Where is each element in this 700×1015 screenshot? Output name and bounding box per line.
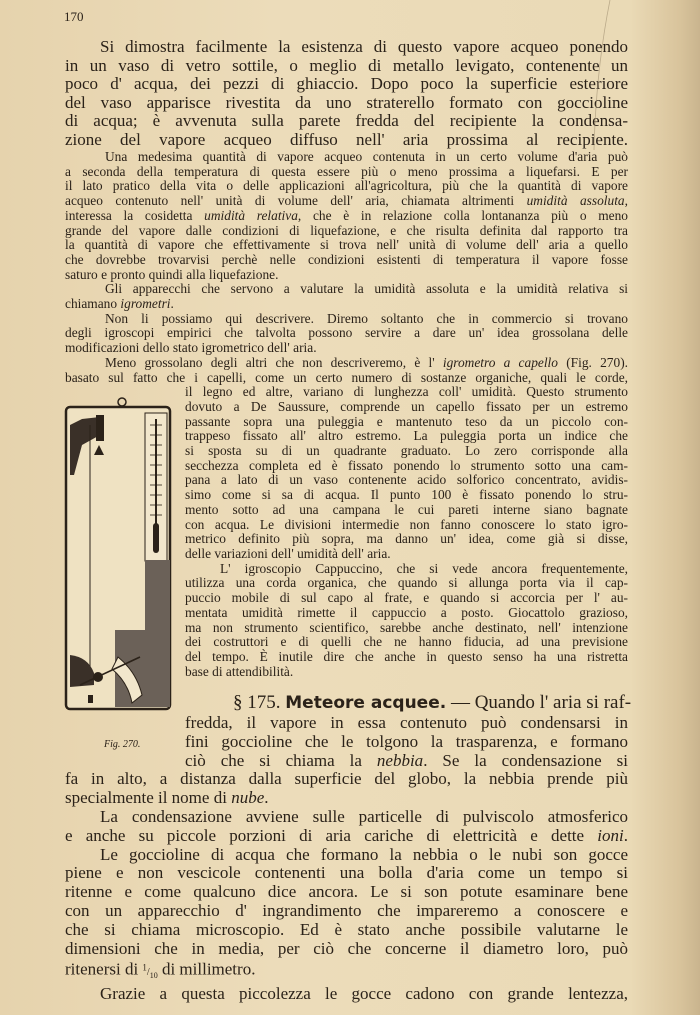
text-segment: § 175.	[233, 692, 286, 713]
text-segment: mento sotto ad una campana le cui pareti interne siano bagnate	[185, 501, 628, 517]
text-line	[185, 503, 628, 518]
text-line	[185, 488, 628, 503]
italic-term: umidità assoluta	[526, 193, 625, 209]
text-segment: .	[623, 825, 628, 845]
text-line	[65, 179, 628, 194]
text-line	[65, 112, 628, 131]
text-line	[185, 473, 628, 488]
text-line	[65, 940, 628, 959]
text-segment: mentata umidità rimette il cappuccio a posto. Giocattolo grazioso,	[185, 604, 628, 620]
paragraph-vapore-acqueo	[65, 38, 628, 150]
text-segment: delle variazioni dell' umidità dell' aria.	[185, 545, 391, 561]
text-segment: interessa la cosidetta	[65, 207, 205, 223]
text-segment: poco d' acqua, dei pezzi di ghiaccio. Dopo poco la superficie esteriore	[65, 74, 628, 94]
text-segment: Grazie a questa piccolezza le gocce cadono con grande lentezza,	[100, 984, 628, 1004]
text-line	[65, 789, 628, 808]
text-line	[65, 326, 628, 341]
italic-term: nube	[231, 788, 265, 808]
text-line	[65, 238, 628, 253]
text-segment: . Se la condensazione si	[423, 750, 628, 770]
text-line	[65, 883, 628, 902]
text-segment: La condensazione avviene sulle particelle di pulviscolo atmosferico	[100, 806, 628, 826]
text-segment: Si dimostra facilmente la esistenza di questo vapore acqueo ponendo	[100, 37, 628, 56]
italic-term: igrometro a capello	[442, 354, 558, 370]
text-segment: Le goccioline di acqua che formano la nebbia o le nubi son gocce	[100, 844, 628, 864]
text-line	[65, 371, 628, 386]
text-line	[65, 770, 628, 789]
text-segment: ritenersi di	[65, 959, 143, 979]
text-segment: con acqua. Le divisioni intermedie non fanno conoscere lo stato igro-	[185, 516, 628, 532]
text-segment: puccio mobile di sul capo al frate, e quando si accorcia per l' au-	[185, 590, 628, 606]
text-segment: metrico definito più sopra, ma danno un' idea, come già si disse,	[185, 531, 628, 547]
text-segment: ritenne e come qualcuno dice ancora. Le si son potute esaminare bene	[65, 882, 628, 902]
text-segment: .	[264, 788, 269, 808]
text-line	[185, 606, 628, 621]
text-line	[65, 356, 628, 371]
text-segment: simo come si sa di acqua. Il punto 100 è fissato ponendo lo stru-	[185, 487, 628, 503]
text-line	[65, 902, 628, 921]
text-segment: il lato pratico della vita o delle applicazioni all'agricoltura, più che la quantità di vapore	[65, 178, 628, 194]
text-line	[185, 385, 628, 400]
text-line	[65, 38, 628, 57]
text-line	[65, 194, 628, 209]
text-line	[185, 400, 628, 415]
text-segment: chiamano	[65, 296, 121, 312]
text-segment: , che è in relazione colla lontananza più o meno	[297, 207, 628, 223]
text-segment: basato sul fatto che i capelli, come un certo numero di sostanze organiche, quali le corde,	[65, 369, 628, 385]
text-line	[65, 985, 628, 1004]
text-segment: la quantità di vapore che effettivamente si trova nell' unità di volume dell' aria a quello	[65, 237, 628, 253]
text-line	[185, 665, 628, 680]
text-segment: Gli apparecchi che servono a valutare la umidità assoluta e la umidità relativa si	[105, 281, 628, 297]
page-number: 170	[64, 9, 84, 24]
text-segment: specialmente il nome di	[65, 788, 232, 808]
text-line	[65, 268, 628, 283]
text-line	[185, 714, 628, 733]
text-segment: Non li possiamo qui descrivere. Diremo soltanto che in commercio si trovano	[105, 310, 628, 326]
text-segment: (Fig. 270).	[557, 354, 628, 370]
text-segment: del vaso apparisce rivestita da uno straterello formato con goccioline	[65, 92, 628, 112]
italic-term: nebbia	[376, 750, 424, 770]
text-line	[185, 576, 628, 591]
text-line	[185, 518, 628, 533]
text-segment: e anche su piccole porzioni di aria cariche di elettricità e dette	[65, 825, 598, 845]
text-line	[185, 459, 628, 474]
text-segment: dovuto a De Saussure, comprende un capello fissato per un estremo	[185, 398, 628, 414]
fraction-numerator: 1	[142, 962, 147, 973]
text-segment: — Quando l' aria si raf-	[446, 692, 632, 713]
text-line	[185, 692, 632, 714]
text-line	[185, 733, 628, 752]
text-line	[65, 827, 628, 846]
text-segment: modificazioni dello stato igrometrico dell' aria.	[65, 340, 317, 356]
hair-hygrometer-illustration	[60, 395, 184, 715]
text-segment: di millimetro.	[157, 959, 256, 979]
text-segment: secchezza completa ed è fissato ponendo lo strumento sotto una cam-	[185, 457, 628, 473]
text-line	[65, 131, 628, 150]
text-segment: passante sopra una puleggia e mantenuto teso da un piccolo con-	[185, 413, 628, 429]
italic-term: ioni	[597, 825, 624, 845]
text-line	[185, 752, 628, 771]
text-segment: dei costruttori e di quelli che ne hanno fiducia, ad una previsione	[185, 634, 628, 650]
text-line	[185, 635, 628, 650]
text-line	[185, 562, 628, 577]
text-line	[185, 532, 628, 547]
text-line	[185, 444, 628, 459]
text-line	[65, 94, 628, 113]
figure-caption: Fig. 270.	[104, 739, 141, 750]
text-segment: zione del vapore acqueo diffuso nell' aria prossima al recipiente.	[65, 129, 628, 149]
text-line	[185, 591, 628, 606]
text-segment: saturo e pronto quindi alla liquefazione.	[65, 266, 279, 282]
text-segment: dimensioni che in media, per ciò che concerne il diametro loro, può	[65, 938, 628, 958]
text-line	[65, 75, 628, 94]
text-line	[65, 297, 628, 312]
text-segment: a seconda della temperatura di questa essere più o meno prossima a liquefarsi. E per	[65, 163, 628, 179]
text-line	[65, 312, 628, 327]
fraction-denominator: 10	[149, 970, 158, 980]
text-segment: ,	[624, 193, 628, 209]
text-line	[185, 429, 628, 444]
text-segment: acqueo contenuto nell' unità di volume dell' aria, chiamata altrimenti	[65, 193, 527, 209]
text-segment: ma non strumento scientifico, sarebbe anche destinato, nell' intenzione	[185, 619, 628, 635]
text-segment: fa in alto, a distanza dalla superficie del globo, la nebbia prende più	[65, 769, 628, 789]
text-segment: base di attendibilità.	[185, 663, 294, 679]
text-segment: utilizza una corda organica, che quando si allunga porta via il cap-	[185, 575, 628, 591]
text-segment: piene e non vescicole contenenti una bolla d'aria come un tempo si	[65, 863, 628, 883]
text-segment: L' igroscopio Cappuccino, che si vede ancora frequentemente,	[220, 560, 628, 576]
section-title: Meteore acquee.	[285, 693, 447, 713]
text-line	[65, 921, 628, 940]
text-line	[65, 864, 628, 883]
text-line	[65, 165, 628, 180]
text-segment: che si chiama microscopio. Ed è stato anche possibile valutarne le	[65, 919, 628, 939]
text-segment: fredda, il vapore in essa contenuto può condensarsi in	[185, 713, 628, 732]
text-line	[185, 547, 628, 562]
text-segment: Meno grossolano degli altri che non descriveremo, è l'	[105, 354, 443, 370]
text-line	[65, 958, 628, 985]
text-segment: pana a lato di un vaso contenente acido solforico concentrato, avidis-	[185, 472, 628, 488]
text-line	[185, 650, 628, 665]
text-segment: ciò che si chiama la	[185, 750, 377, 770]
italic-term: umidità relativa	[204, 207, 298, 223]
text-line	[65, 846, 628, 865]
text-line	[65, 808, 628, 827]
text-segment: con un apparecchio d' ingrandimento che impareremo a conoscere e	[65, 900, 628, 920]
text-segment: il legno ed altre, variano di lunghezza coll' umidità. Questo strumento	[185, 384, 628, 400]
section-175-meteore-acquee	[65, 692, 632, 1004]
italic-term: igrometri	[120, 296, 171, 312]
text-segment: che dovrebbe trovarvisi perchè nelle condizioni esistenti di temperatura il vapore fosse	[65, 251, 628, 267]
text-segment: di acqua; è avvenuta sulla parete fredda del recipiente la condensa-	[65, 111, 628, 131]
text-segment: .	[170, 296, 174, 312]
text-segment: grande del vapore dalle condizioni di liquefazione, e che risulta definita dal rapporto tra	[65, 222, 628, 238]
text-line	[65, 57, 628, 76]
text-line	[65, 282, 628, 297]
text-segment: del tempo. È inutile dire che anche in questo senso ha una ristretta	[185, 648, 628, 664]
text-segment: fini goccioline che le tolgono la trasparenza, e formano	[185, 731, 628, 751]
fraction-slash: /	[146, 966, 150, 978]
fraction	[142, 962, 158, 980]
text-segment: Una medesima quantità di vapore acqueo contenuta in un certo volume d'aria può	[105, 149, 628, 164]
text-line	[65, 209, 628, 224]
text-line	[185, 415, 628, 430]
text-line	[185, 621, 628, 636]
text-segment: in un vaso di vetro sottile, o meglio di metallo levigato, contenente un	[65, 55, 628, 75]
text-line	[65, 341, 628, 356]
text-segment: degli igroscopi empirici che talvolta possono servire a dare un' idea grossolana delle	[65, 325, 628, 341]
text-line	[65, 150, 628, 165]
text-line	[65, 224, 628, 239]
text-line	[65, 253, 628, 268]
text-segment: si sposta su di un quadrante graduato. Lo zero corrisponde alla	[185, 443, 628, 459]
text-segment: trappeso fissato all' altro estremo. La puleggia porta un indice che	[185, 428, 628, 444]
